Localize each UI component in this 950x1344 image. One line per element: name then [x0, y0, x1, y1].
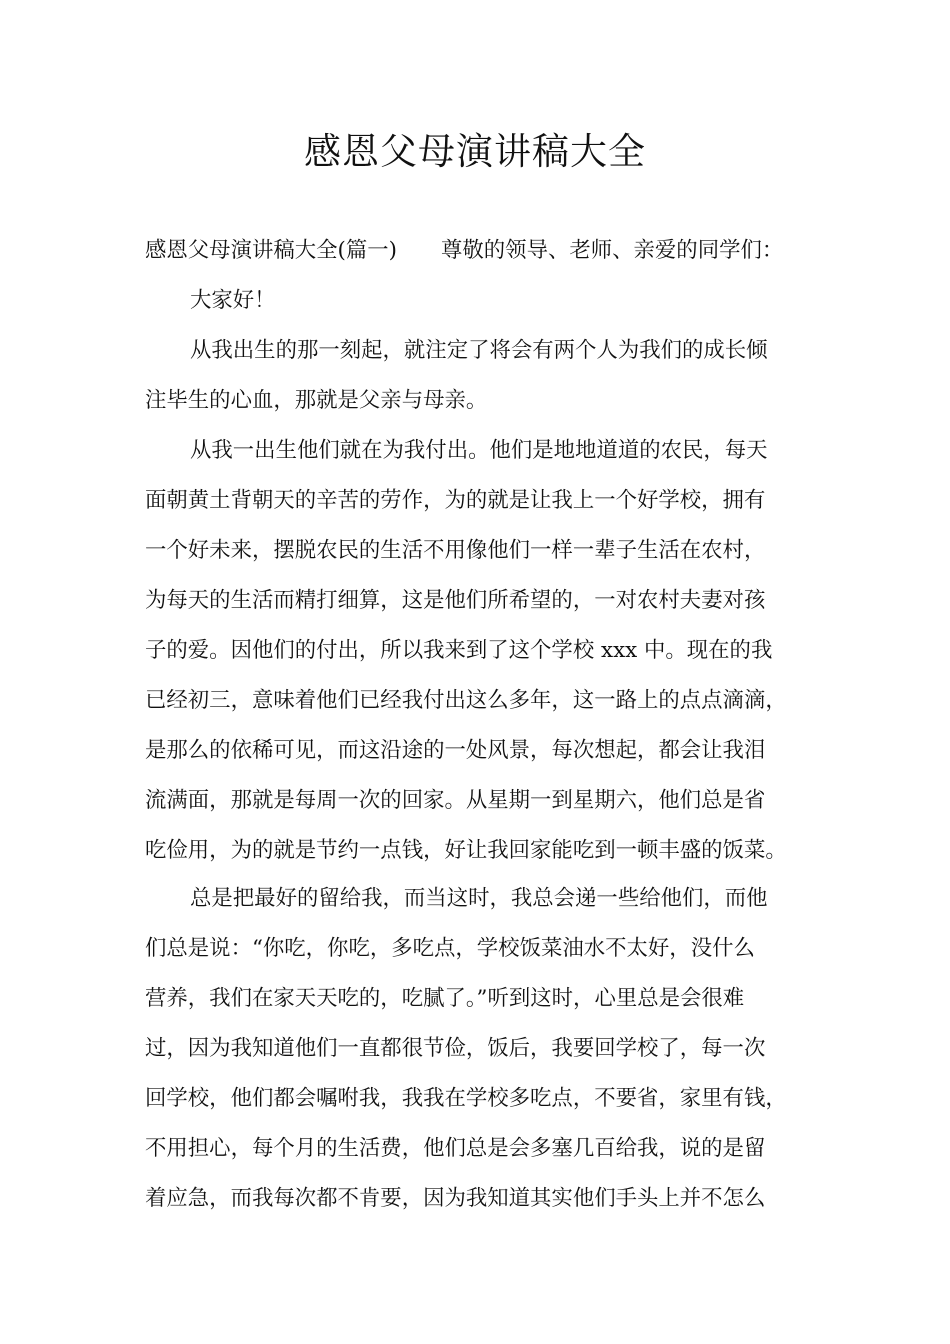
paragraph-line: 总是把最好的留给我，而当这时，我总会递一些给他们，而他 — [190, 886, 768, 911]
paragraph-line: 子的爱。因他们的付出，所以我来到了这个学校 xxx 中。现在的我 — [145, 638, 773, 663]
paragraph-line: 们总是说：“你吃，你吃，多吃点，学校饭菜油水不太好，没什么 — [145, 936, 755, 961]
paragraph-line: 回学校，他们都会嘱咐我，我我在学校多吃点，不要省，家里有钱， — [145, 1086, 787, 1111]
paragraph-line: 已经初三，意味着他们已经我付出这么多年，这一路上的点点滴滴， — [145, 688, 787, 713]
paragraph-line: 一个好未来，摆脱农民的生活不用像他们一样一辈子生活在农村， — [145, 538, 766, 563]
first-line — [145, 236, 835, 266]
document-title: 感恩父母演讲稿大全 — [304, 130, 646, 173]
salutation: 尊敬的领导、老师、亲爱的同学们： — [441, 238, 784, 263]
paragraph-line: 注毕生的心血，那就是父亲与母亲。 — [145, 388, 488, 413]
paragraph-line: 过，因为我知道他们一直都很节俭，饭后，我要回学校了，每一次 — [145, 1036, 766, 1061]
paragraph-line: 大家好！ — [190, 288, 276, 313]
paragraph-line: 是那么的依稀可见，而这沿途的一处风景，每次想起，都会让我泪 — [145, 738, 766, 763]
paragraph-line: 从我一出生他们就在为我付出。他们是地地道道的农民，每天 — [190, 438, 768, 463]
paragraph-line: 流满面，那就是每周一次的回家。从星期一到星期六，他们总是省 — [145, 788, 766, 813]
paragraph-line: 面朝黄土背朝天的辛苦的劳作，为的就是让我上一个好学校，拥有 — [145, 488, 766, 513]
paragraph-line: 为每天的生活而精打细算，这是他们所希望的，一对农村夫妻对孩 — [145, 588, 766, 613]
paragraph-line: 从我出生的那一刻起，就注定了将会有两个人为我们的成长倾 — [190, 338, 768, 363]
paragraph-line: 着应急，而我每次都不肯要，因为我知道其实他们手头上并不怎么 — [145, 1186, 766, 1211]
paragraph-line: 营养，我们在家天天吃的，吃腻了。”听到这时，心里总是会很难 — [145, 986, 745, 1011]
paragraph-line: 吃俭用，为的就是节约一点钱，好让我回家能吃到一顿丰盛的饭菜。 — [145, 838, 787, 863]
paragraph-line: 不用担心，每个月的生活费，他们总是会多塞几百给我，说的是留 — [145, 1136, 766, 1161]
section-heading: 感恩父母演讲稿大全(篇一) — [145, 238, 397, 263]
